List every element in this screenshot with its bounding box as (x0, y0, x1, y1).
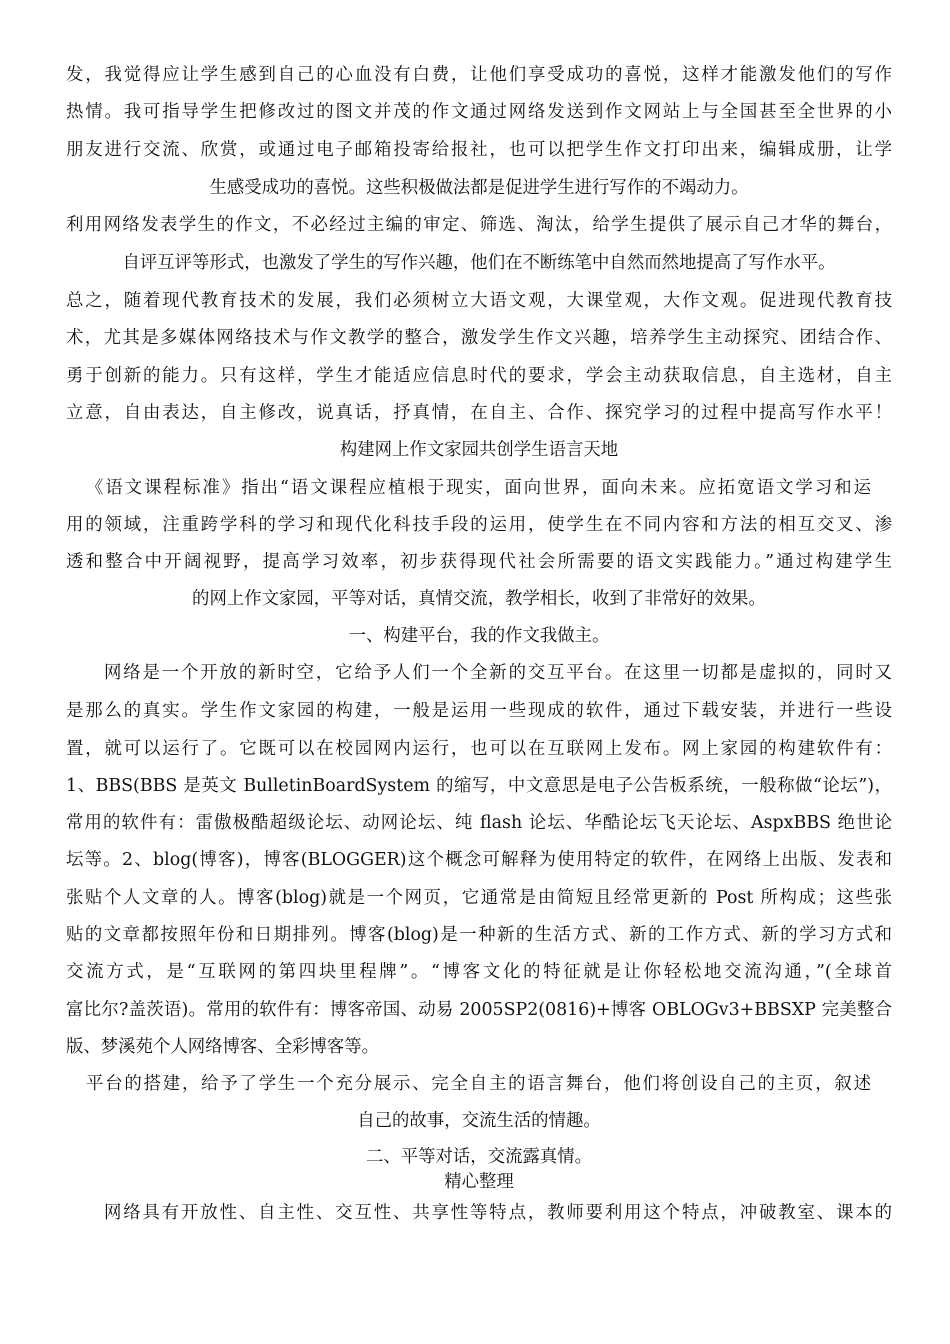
text-line: 网络是一个开放的新时空，它给予人们一个全新的交互平台。在这里一切都是虚拟的，同时又 (104, 663, 892, 683)
section-heading: 一、构建平台，我的作文我做主。 (348, 626, 610, 646)
text-line: 1、BBS(BBS 是英文 BulletinBoardSystem 的缩写，中文意思是电子公告板系统，一般称做“论坛”)， (66, 776, 892, 796)
text-line: 自己的故事，交流生活的情趣。 (357, 1111, 601, 1131)
text-line: 术，尤其是多媒体网络技术与作文教学的整合，激发学生作文兴趣，培养学生主动探究、团结合作、 (66, 328, 892, 348)
text-line: 立意，自由表达，自主修改，说真话，抒真情，在自主、合作、探究学习的过程中提高写作水平！ (66, 403, 892, 423)
text-line: 勇于创新的能力。只有这样，学生才能适应信息时代的要求，学会主动获取信息，自主选材，自主 (66, 366, 892, 386)
article-title: 构建网上作文家园共创学生语言天地 (339, 440, 619, 460)
text-line: 朋友进行交流、欣赏，或通过电子邮箱投寄给报社，也可以把学生作文打印出来，编辑成册，让学 (66, 140, 892, 160)
text-line: 交流方式，是“互联网的第四块里程牌”。“博客文化的特征就是让你轻松地交流沟通，”(全球首 (66, 962, 892, 982)
section-heading: 二、平等对话，交流露真情。 (365, 1147, 593, 1167)
text-line: 的网上作文家园，平等对话，真情交流，教学相长，收到了非常好的效果。 (192, 589, 766, 609)
text-line: 用的领域，注重跨学科的学习和现代化科技手段的运用，使学生在不同内容和方法的相互交叉、渗 (66, 515, 892, 535)
text-line: 透和整合中开阔视野，提高学习效率，初步获得现代社会所需要的语文实践能力。”通过构建学生 (66, 552, 892, 572)
text-line: 张贴个人文章的人。博客(blog)就是一个网页，它通常是由简短且经常更新的 Post 所构成；这些张 (66, 888, 892, 908)
text-line: 热情。我可指导学生把修改过的图文并茂的作文通过网络发送到作文网站上与全国甚至全世界的小 (66, 102, 892, 122)
text-line: 生感受成功的喜悦。这些积极做法都是促进学生进行写作的不竭动力。 (209, 178, 749, 198)
text-line: 版、梦溪苑个人网络博客、全彩博客等。 (66, 1037, 380, 1057)
text-line: 自评互评等形式，也激发了学生的写作兴趣，他们在不断练笔中自然而然地提高了写作水平。 (122, 253, 836, 273)
text-line: 富比尔?盖茨语)。常用的软件有：博客帝国、动易 2005SP2(0816)+博客 OBLOGv3+BBSXP 完美整合 (66, 1000, 892, 1020)
text-line: 《语文课程标准》指出“语文课程应植根于现实，面向世界，面向未来。应拓宽语文学习和运 (86, 478, 871, 498)
text-line: 发，我觉得应让学生感到自己的心血没有白费，让他们享受成功的喜悦，这样才能激发他们的写作 (66, 65, 892, 85)
text-line: 是那么的真实。学生作文家园的构建，一般是运用一些现成的软件，通过下载安装，并进行一些设 (66, 701, 892, 721)
footer-note: 精心整理 (444, 1172, 514, 1192)
text-line: 网络具有开放性、自主性、交互性、共享性等特点，教师要利用这个特点，冲破教室、课本的 (104, 1203, 892, 1223)
text-line: 利用网络发表学生的作文，不必经过主编的审定、筛选、淘汰，给学生提供了展示自己才华的舞台， (66, 215, 892, 235)
text-line: 置，就可以运行了。它既可以在校园网内运行，也可以在互联网上发布。网上家园的构建软件有： (66, 739, 892, 759)
text-line: 平台的搭建，给予了学生一个充分展示、完全自主的语言舞台，他们将创设自己的主页，叙述 (86, 1074, 871, 1094)
text-line: 坛等。2、blog(博客)，博客(BLOGGER)这个概念可解释为使用特定的软件，在网络上出版、发表和 (66, 850, 892, 870)
text-line: 常用的软件有：雷傲极酷超级论坛、动网论坛、纯 flash 论坛、华酷论坛飞天论坛、AspxBBS 绝世论 (66, 813, 892, 833)
text-line: 总之，随着现代教育技术的发展，我们必须树立大语文观，大课堂观，大作文观。促进现代教育技 (66, 291, 892, 311)
text-line: 贴的文章都按照年份和日期排列。博客(blog)是一种新的生活方式、新的工作方式、新的学习方式和 (66, 925, 892, 945)
